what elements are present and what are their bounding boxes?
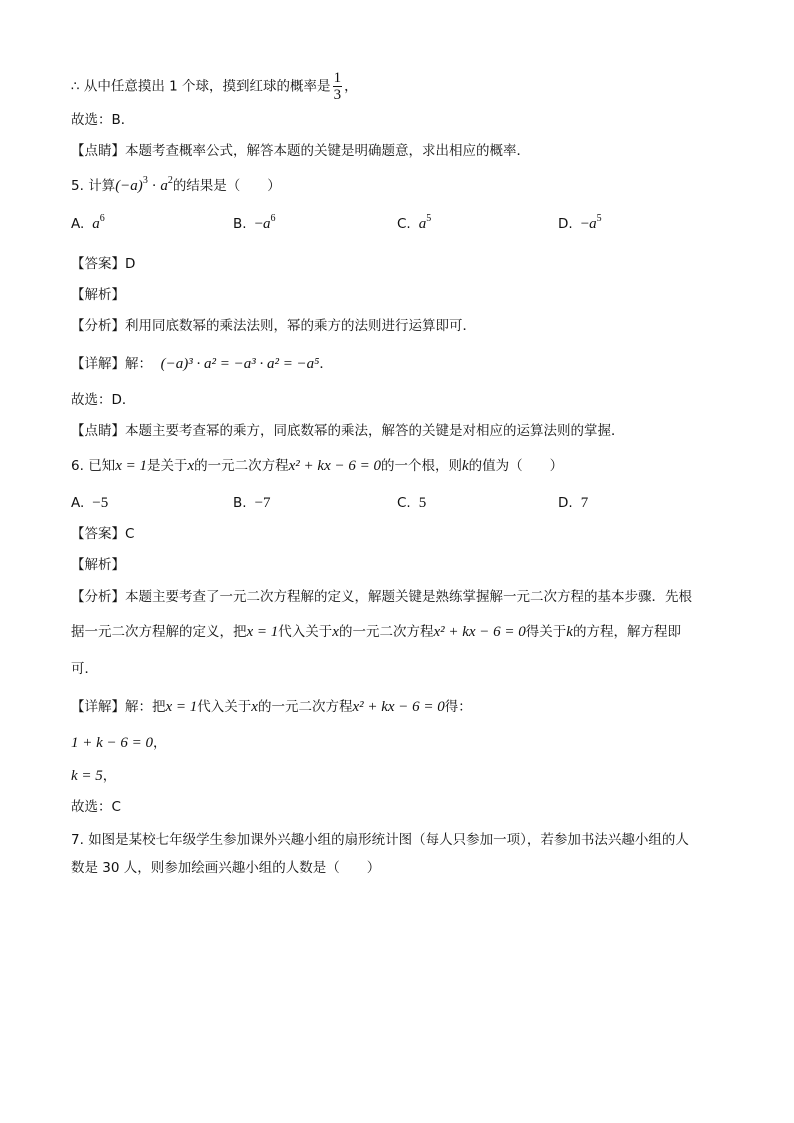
expr-dot: · <box>151 178 157 194</box>
q5-stem <box>71 176 281 196</box>
step-suffix: ， <box>153 735 167 751</box>
option-sign: − <box>580 216 590 232</box>
option-var: a <box>589 216 597 232</box>
q6-option-c <box>397 493 426 513</box>
q6-stem <box>71 456 563 476</box>
q5-option-a <box>71 214 105 234</box>
option-value: 5 <box>418 495 427 511</box>
option-sign: − <box>254 216 264 232</box>
fenxi-math: k <box>566 624 573 640</box>
fenxi-text: 利用同底数幂的乘法法则，幂的乘方的法则进行运算即可． <box>125 318 476 334</box>
fenxi-math: x = 1 <box>246 624 279 640</box>
option-label: B. <box>233 216 247 232</box>
q6-option-d <box>558 493 588 513</box>
option-exp: 5 <box>426 213 432 224</box>
expr-base: (−a) <box>115 178 143 194</box>
fenxi-math: x <box>332 624 339 640</box>
fenxi-tag: 【分析】 <box>71 318 125 334</box>
q4-probability-line <box>71 70 358 103</box>
stem-math: k <box>461 458 469 474</box>
q6-fenxi-line3: 可． <box>71 661 98 677</box>
q4-probability-text: ∴ 从中任意摸出 1 个球，摸到红球的概率是 <box>71 78 331 95</box>
q6-fenxi-line2 <box>71 622 681 642</box>
option-var: a <box>418 216 427 232</box>
stem-text: 的一元二次方程 <box>194 458 289 474</box>
q5-fenxi <box>71 316 476 336</box>
dianjing-text: 本题主要考查幂的乘方，同底数幂的乘法，解答的关键是对相应的运算法则的掌握． <box>125 423 625 439</box>
xiangjie-tag: 【详解】 <box>71 699 125 715</box>
q6-xiangjie <box>71 697 472 717</box>
stem-text: 是关于 <box>146 458 188 474</box>
dianjing-tag: 【点睛】 <box>71 423 125 439</box>
fenxi-text: 本题主要考查了一元二次方程解的定义，解题关键是熟练掌握解一元二次方程的基本步骤．先根 <box>125 589 692 605</box>
q6-step1 <box>71 733 167 753</box>
q7-text: 如图是某校七年级学生参加课外兴趣小组的扇形统计图（每人只参加一项），若参加书法兴趣小组的人 <box>88 832 689 848</box>
fraction-denominator: 3 <box>333 87 342 103</box>
xiangjie-math: x <box>251 699 258 715</box>
xiangjie-prefix: 解： <box>125 356 152 372</box>
option-label: A. <box>71 495 85 511</box>
stem-text: 的一个根，则 <box>380 458 462 474</box>
expr-a-exp: 2 <box>167 175 173 186</box>
q4-choice: 故选：B． <box>71 112 135 128</box>
option-label: C. <box>397 495 411 511</box>
option-exp: 6 <box>270 213 276 224</box>
option-var: a <box>263 216 271 232</box>
option-exp: 6 <box>99 213 105 224</box>
q5-expression <box>115 175 173 194</box>
fenxi-text: 的一元二次方程 <box>338 624 434 640</box>
fenxi-text: 据一元二次方程解的定义，把 <box>71 624 247 640</box>
answer-value: D <box>125 256 136 272</box>
option-exp: 5 <box>596 213 602 224</box>
q7-stem-line2: 数是 30 人，则参加绘画兴趣小组的人数是（ ） <box>71 860 381 876</box>
answer-tag: 【答案】 <box>71 526 125 542</box>
stem-text: 已知 <box>88 458 116 474</box>
q5-option-c <box>397 214 431 234</box>
expr-a: a <box>160 178 168 194</box>
option-label: B. <box>233 495 247 511</box>
q6-fenxi-line1 <box>71 587 692 607</box>
xiangjie-text: 解：把 <box>125 699 166 715</box>
q4-dianjing <box>71 141 530 161</box>
fenxi-tag: 【分析】 <box>71 589 125 605</box>
q6-option-b <box>233 493 271 513</box>
stem-equation: x² + kx − 6 = 0 <box>288 458 381 474</box>
step-equation: k = 5 <box>71 768 103 784</box>
q5-choice: 故选：D． <box>71 392 136 408</box>
option-label: D. <box>558 495 573 511</box>
q6-step2 <box>71 766 116 786</box>
q5-stem-suffix: 的结果是（ ） <box>172 178 281 194</box>
q5-xiangjie <box>71 354 333 374</box>
step-equation: 1 + k − 6 = 0 <box>71 735 154 751</box>
q5-dianjing <box>71 421 625 441</box>
option-value: −5 <box>92 495 109 511</box>
xiangjie-expression: (−a)³ · a² = −a³ · a² = −a⁵ <box>160 356 320 372</box>
question-number: 7. <box>71 832 84 848</box>
dianjing-tag: 【点睛】 <box>71 143 125 159</box>
xiangjie-equation: x² + kx − 6 = 0 <box>352 699 445 715</box>
question-number: 6. <box>71 458 84 474</box>
stem-text: 的值为（ ） <box>468 458 564 474</box>
xiangjie-text: 得： <box>444 699 472 715</box>
probability-fraction <box>333 70 343 103</box>
q5-jiexi-tag: 【解析】 <box>71 287 125 303</box>
fraction-numerator: 1 <box>333 70 342 86</box>
q5-option-b <box>233 214 276 234</box>
fenxi-text: 代入关于 <box>278 624 333 640</box>
option-label: A. <box>71 216 85 232</box>
q6-jiexi-tag: 【解析】 <box>71 557 125 573</box>
xiangjie-text: 代入关于 <box>197 699 252 715</box>
option-label: C. <box>397 216 411 232</box>
question-number: 5. <box>71 178 84 194</box>
option-var: a <box>92 216 100 232</box>
q6-answer <box>71 524 134 544</box>
option-label: D. <box>558 216 573 232</box>
option-value: 7 <box>580 495 589 511</box>
answer-tag: 【答案】 <box>71 256 125 272</box>
option-value: −7 <box>254 495 271 511</box>
fenxi-text: 得关于 <box>525 624 567 640</box>
q6-option-a <box>71 493 108 513</box>
dianjing-text: 本题考查概率公式，解答本题的关键是明确题意，求出相应的概率． <box>125 143 530 159</box>
xiangjie-math: x = 1 <box>165 699 198 715</box>
xiangjie-suffix: ． <box>319 356 333 372</box>
q7-stem-line1 <box>71 830 689 850</box>
fenxi-equation: x² + kx − 6 = 0 <box>433 624 526 640</box>
q6-choice: 故选：C <box>71 799 121 815</box>
expr-exp: 3 <box>142 175 148 186</box>
q5-stem-prefix: 计算 <box>88 178 116 194</box>
q5-answer <box>71 254 135 274</box>
stem-math: x <box>187 458 195 474</box>
xiangjie-text: 的一元二次方程 <box>257 699 353 715</box>
q5-option-d <box>558 214 602 234</box>
fenxi-text: 的方程，解方程即 <box>572 624 681 640</box>
answer-value: C <box>125 526 135 542</box>
step-suffix: ， <box>102 768 117 784</box>
q4-suffix: ， <box>344 78 358 95</box>
stem-math: x = 1 <box>115 458 147 474</box>
xiangjie-tag: 【详解】 <box>71 356 125 372</box>
